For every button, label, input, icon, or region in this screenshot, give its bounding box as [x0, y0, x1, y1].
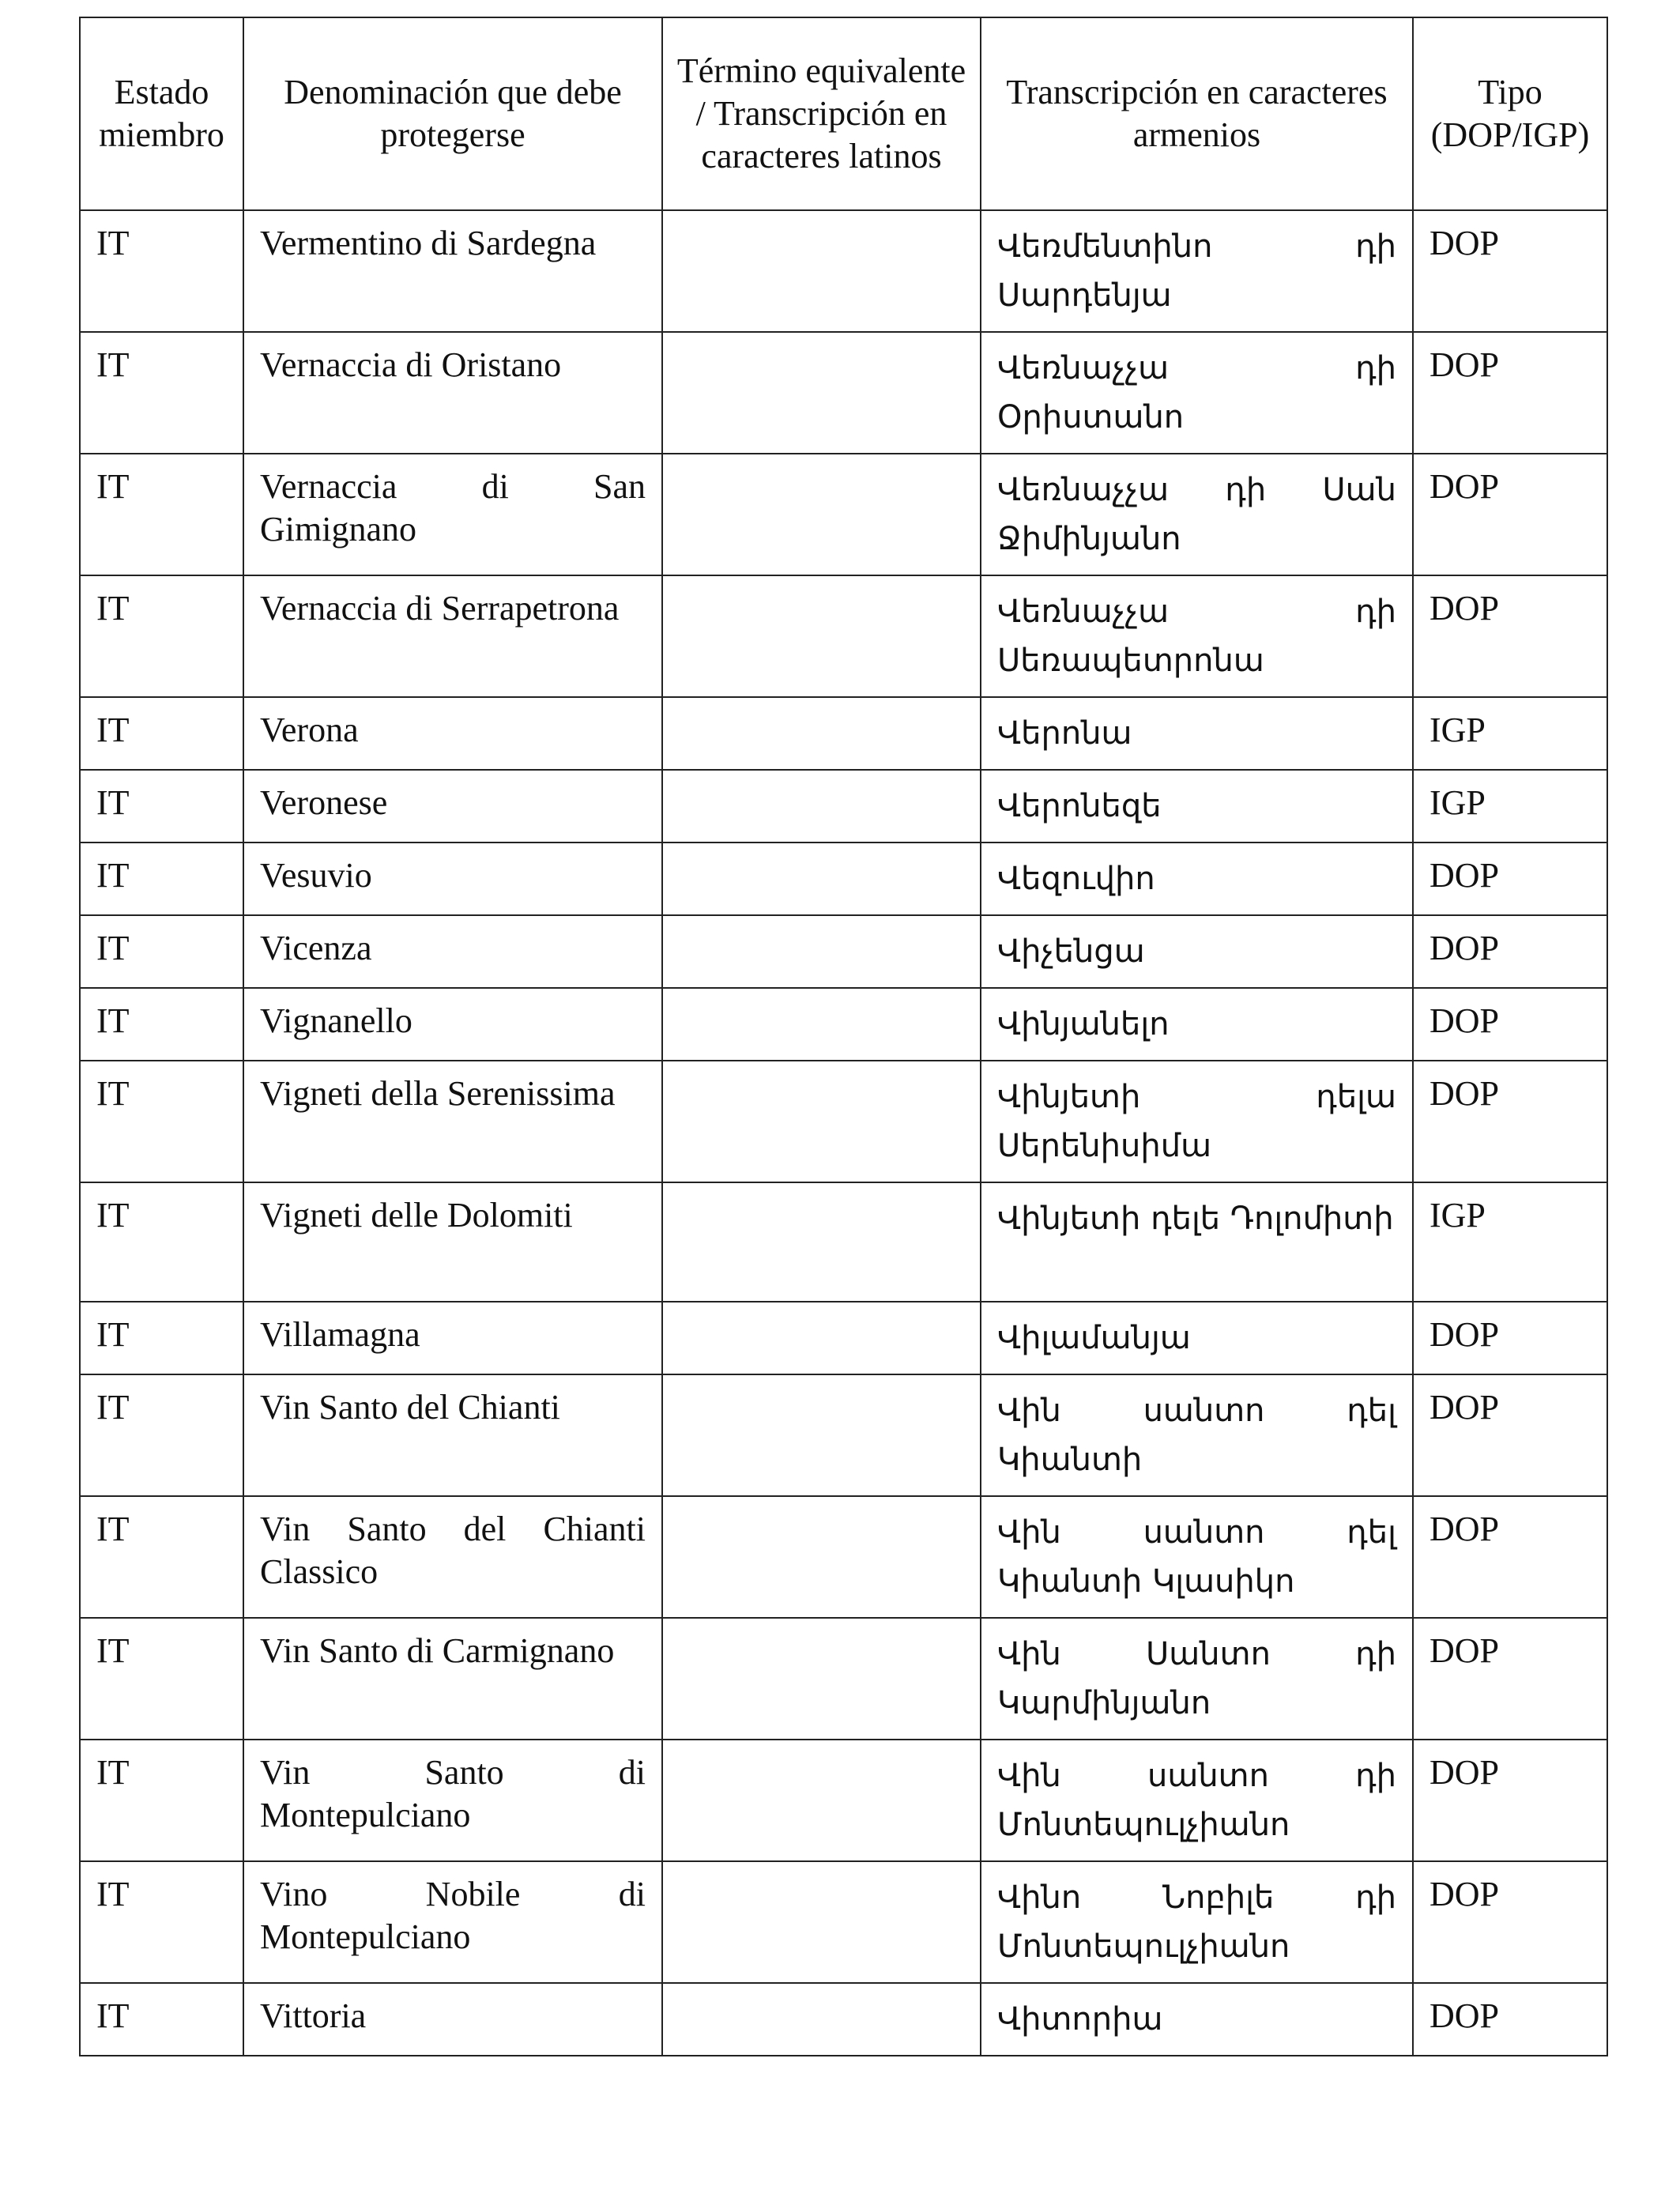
table-row	[80, 1618, 1607, 1740]
table-row	[80, 1302, 1607, 1374]
table-row	[80, 575, 1607, 697]
cell-termino	[662, 1302, 981, 1374]
cell-armenio: Վին Սանտո դի Կարմինյանո	[981, 1618, 1413, 1740]
cell-armenio: Վին սանտո դի Մոնտեպուլչիանո	[981, 1740, 1413, 1861]
table-row	[80, 1182, 1607, 1302]
cell-estado: IT	[80, 1302, 243, 1374]
cell-denominacion: Vin Santo del Chianti	[243, 1374, 662, 1496]
cell-armenio: Վեռնաչչա դի Սեռապետրոնա	[981, 575, 1413, 697]
cell-tipo: DOP	[1413, 1061, 1607, 1182]
table-row	[80, 454, 1607, 575]
cell-tipo: DOP	[1413, 575, 1607, 697]
cell-termino	[662, 843, 981, 915]
cell-termino	[662, 332, 981, 454]
table-row	[80, 1061, 1607, 1182]
cell-termino	[662, 697, 981, 770]
cell-armenio: Վինյետի դելա Սերենիսիմա	[981, 1061, 1413, 1182]
table-header	[80, 17, 1607, 210]
cell-estado: IT	[80, 454, 243, 575]
cell-estado: IT	[80, 575, 243, 697]
cell-denominacion: Vin Santo del Chianti Classico	[243, 1496, 662, 1618]
cell-denominacion: Vernaccia di Oristano	[243, 332, 662, 454]
cell-armenio: Վիչենցա	[981, 915, 1413, 988]
cell-denominacion: Vittoria	[243, 1983, 662, 2056]
cell-tipo: IGP	[1413, 770, 1607, 843]
cell-armenio: Վինո Նոբիլե դի Մոնտեպուլչիանո	[981, 1861, 1413, 1983]
cell-armenio: Վեռմենտինո դի Սարդենյա	[981, 210, 1413, 332]
table-row	[80, 210, 1607, 332]
cell-termino	[662, 1496, 981, 1618]
cell-armenio: Վին սանտո դել Կիանտի Կլասիկո	[981, 1496, 1413, 1618]
table-row	[80, 1496, 1607, 1618]
cell-tipo: DOP	[1413, 1983, 1607, 2056]
cell-denominacion: Vigneti delle Dolomiti	[243, 1182, 662, 1302]
cell-armenio: Վիտորիա	[981, 1983, 1413, 2056]
header-row	[80, 17, 1607, 210]
cell-termino	[662, 1374, 981, 1496]
cell-denominacion: Villamagna	[243, 1302, 662, 1374]
cell-tipo: DOP	[1413, 1496, 1607, 1618]
cell-denominacion: Vin Santo di Montepulciano	[243, 1740, 662, 1861]
cell-tipo: DOP	[1413, 1740, 1607, 1861]
cell-tipo: DOP	[1413, 843, 1607, 915]
cell-tipo: DOP	[1413, 210, 1607, 332]
cell-armenio: Վիլամանյա	[981, 1302, 1413, 1374]
cell-denominacion: Vernaccia di Serrapetrona	[243, 575, 662, 697]
cell-armenio: Վեռնաչչա դի Օրիստանո	[981, 332, 1413, 454]
cell-termino	[662, 210, 981, 332]
cell-estado: IT	[80, 1182, 243, 1302]
table-row	[80, 843, 1607, 915]
table-body	[80, 210, 1607, 2056]
cell-estado: IT	[80, 1374, 243, 1496]
cell-denominacion: Vin Santo di Carmignano	[243, 1618, 662, 1740]
cell-armenio: Վինյետի դելե Դոլոմիտի	[981, 1182, 1413, 1302]
table-row	[80, 1983, 1607, 2056]
cell-termino	[662, 988, 981, 1061]
cell-tipo: DOP	[1413, 1861, 1607, 1983]
table-row	[80, 697, 1607, 770]
cell-termino	[662, 1740, 981, 1861]
cell-denominacion: Veronese	[243, 770, 662, 843]
cell-estado: IT	[80, 1740, 243, 1861]
cell-termino	[662, 1983, 981, 2056]
cell-denominacion: Vicenza	[243, 915, 662, 988]
table-row	[80, 332, 1607, 454]
cell-estado: IT	[80, 1861, 243, 1983]
cell-tipo: DOP	[1413, 454, 1607, 575]
cell-termino	[662, 1861, 981, 1983]
cell-estado: IT	[80, 210, 243, 332]
cell-denominacion: Vermentino di Sardegna	[243, 210, 662, 332]
cell-tipo: DOP	[1413, 988, 1607, 1061]
table-row	[80, 988, 1607, 1061]
cell-tipo: IGP	[1413, 697, 1607, 770]
cell-termino	[662, 454, 981, 575]
cell-estado: IT	[80, 332, 243, 454]
cell-estado: IT	[80, 915, 243, 988]
cell-denominacion: Vino Nobile di Montepulciano	[243, 1861, 662, 1983]
cell-termino	[662, 575, 981, 697]
cell-armenio: Վեռնաչչա դի Սան Ջիմինյանո	[981, 454, 1413, 575]
cell-estado: IT	[80, 1496, 243, 1618]
table-row	[80, 1374, 1607, 1496]
cell-tipo: IGP	[1413, 1182, 1607, 1302]
cell-tipo: DOP	[1413, 332, 1607, 454]
cell-denominacion: Vesuvio	[243, 843, 662, 915]
cell-armenio: Վին սանտո դել Կիանտի	[981, 1374, 1413, 1496]
cell-estado: IT	[80, 988, 243, 1061]
table-row	[80, 1861, 1607, 1983]
cell-tipo: DOP	[1413, 1618, 1607, 1740]
cell-termino	[662, 1618, 981, 1740]
geographical-indications-table	[79, 17, 1608, 2056]
cell-tipo: DOP	[1413, 1374, 1607, 1496]
cell-estado: IT	[80, 1983, 243, 2056]
header-transcripcion: Transcripción en caracteres armenios	[981, 17, 1413, 210]
cell-termino	[662, 1182, 981, 1302]
header-denominacion: Denominación que debe protegerse	[243, 17, 662, 210]
cell-denominacion: Vignanello	[243, 988, 662, 1061]
table-row	[80, 1740, 1607, 1861]
cell-termino	[662, 1061, 981, 1182]
cell-tipo: DOP	[1413, 915, 1607, 988]
cell-denominacion: Vigneti della Serenissima	[243, 1061, 662, 1182]
cell-tipo: DOP	[1413, 1302, 1607, 1374]
header-termino: Término equivalente / Transcripción en caracteres latinos	[662, 17, 981, 210]
cell-armenio: Վինյանելո	[981, 988, 1413, 1061]
cell-estado: IT	[80, 1618, 243, 1740]
cell-estado: IT	[80, 1061, 243, 1182]
cell-denominacion: Vernaccia di San Gimignano	[243, 454, 662, 575]
cell-estado: IT	[80, 697, 243, 770]
cell-estado: IT	[80, 770, 243, 843]
header-estado: Estado miembro	[80, 17, 243, 210]
table-row	[80, 915, 1607, 988]
cell-estado: IT	[80, 843, 243, 915]
cell-termino	[662, 915, 981, 988]
cell-denominacion: Verona	[243, 697, 662, 770]
cell-armenio: Վեզուվիո	[981, 843, 1413, 915]
cell-termino	[662, 770, 981, 843]
cell-armenio: Վերոնեզե	[981, 770, 1413, 843]
header-tipo: Tipo (DOP/IGP)	[1413, 17, 1607, 210]
cell-armenio: Վերոնա	[981, 697, 1413, 770]
table-row	[80, 770, 1607, 843]
